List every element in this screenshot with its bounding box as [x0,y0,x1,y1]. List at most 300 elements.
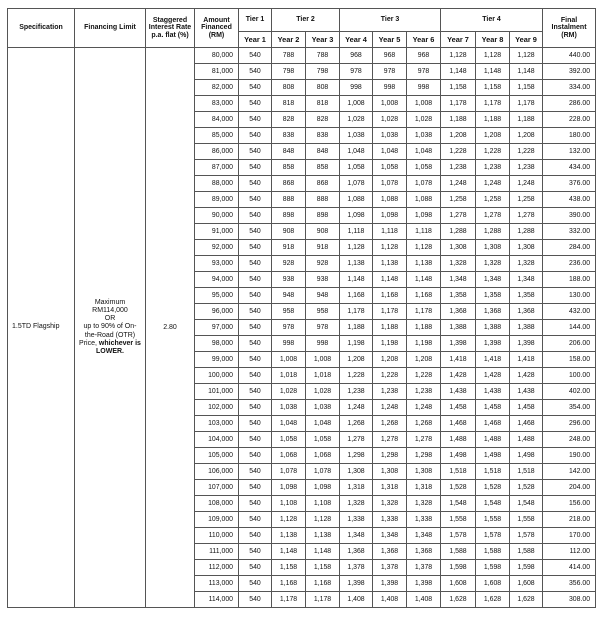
year-7-instalment-cell: 1,598 [441,560,476,576]
year-8-instalment-cell: 1,208 [476,128,510,144]
financing-limit-emphasis: whichever is LOWER. [96,339,141,356]
year-1-instalment-cell: 540 [239,464,272,480]
year-3-instalment-cell: 858 [306,160,340,176]
year-2-instalment-cell: 958 [272,304,306,320]
year-4-instalment-cell: 1,178 [340,304,373,320]
year-8-instalment-cell: 1,428 [476,368,510,384]
year-3-instalment-cell: 798 [306,64,340,80]
year-5-instalment-cell: 1,248 [373,400,407,416]
year-4-instalment-cell: 1,318 [340,480,373,496]
year-1-instalment-cell: 540 [239,416,272,432]
year-2-instalment-cell: 978 [272,320,306,336]
year-7-instalment-cell: 1,578 [441,528,476,544]
year-2-instalment-cell: 948 [272,288,306,304]
year-9-instalment-cell: 1,368 [510,304,543,320]
year-2-instalment-cell: 1,108 [272,496,306,512]
year-6-instalment-cell: 1,208 [407,352,441,368]
year-8-instalment-cell: 1,518 [476,464,510,480]
header-year-1: Year 1 [239,32,272,48]
year-9-instalment-cell: 1,148 [510,64,543,80]
year-1-instalment-cell: 540 [239,240,272,256]
year-1-instalment-cell: 540 [239,208,272,224]
year-2-instalment-cell: 1,158 [272,560,306,576]
year-9-instalment-cell: 1,188 [510,112,543,128]
year-3-instalment-cell: 928 [306,256,340,272]
year-9-instalment-cell: 1,488 [510,432,543,448]
year-6-instalment-cell: 1,378 [407,560,441,576]
year-2-instalment-cell: 1,068 [272,448,306,464]
year-5-instalment-cell: 978 [373,64,407,80]
year-3-instalment-cell: 1,098 [306,480,340,496]
year-3-instalment-cell: 788 [306,48,340,64]
year-2-instalment-cell: 1,168 [272,576,306,592]
year-7-instalment-cell: 1,588 [441,544,476,560]
year-7-instalment-cell: 1,388 [441,320,476,336]
final-instalment-cell: 206.00 [543,336,596,352]
year-2-instalment-cell: 1,008 [272,352,306,368]
year-4-instalment-cell: 1,408 [340,592,373,608]
year-5-instalment-cell: 1,148 [373,272,407,288]
year-8-instalment-cell: 1,608 [476,576,510,592]
year-6-instalment-cell: 1,168 [407,288,441,304]
year-3-instalment-cell: 868 [306,176,340,192]
header-year-6: Year 6 [407,32,441,48]
year-9-instalment-cell: 1,438 [510,384,543,400]
final-instalment-cell: 156.00 [543,496,596,512]
year-5-instalment-cell: 1,048 [373,144,407,160]
year-4-instalment-cell: 1,368 [340,544,373,560]
year-9-instalment-cell: 1,228 [510,144,543,160]
year-1-instalment-cell: 540 [239,368,272,384]
year-6-instalment-cell: 1,148 [407,272,441,288]
amount-financed-cell: 97,000 [195,320,239,336]
year-3-instalment-cell: 938 [306,272,340,288]
year-1-instalment-cell: 540 [239,288,272,304]
year-2-instalment-cell: 898 [272,208,306,224]
header-year-7: Year 7 [441,32,476,48]
year-6-instalment-cell: 978 [407,64,441,80]
year-7-instalment-cell: 1,148 [441,64,476,80]
final-instalment-cell: 284.00 [543,240,596,256]
year-6-instalment-cell: 1,298 [407,448,441,464]
year-6-instalment-cell: 1,228 [407,368,441,384]
year-8-instalment-cell: 1,588 [476,544,510,560]
year-5-instalment-cell: 1,378 [373,560,407,576]
instalment-table [7,8,596,608]
year-7-instalment-cell: 1,358 [441,288,476,304]
year-5-instalment-cell: 1,308 [373,464,407,480]
year-5-instalment-cell: 1,008 [373,96,407,112]
year-7-instalment-cell: 1,528 [441,480,476,496]
year-6-instalment-cell: 1,188 [407,320,441,336]
year-2-instalment-cell: 1,038 [272,400,306,416]
amount-financed-cell: 106,000 [195,464,239,480]
year-4-instalment-cell: 1,248 [340,400,373,416]
year-5-instalment-cell: 1,318 [373,480,407,496]
header-interest-rate: Staggered Interest Rate p.a. flat (%) [146,9,195,48]
year-6-instalment-cell: 1,248 [407,400,441,416]
year-8-instalment-cell: 1,458 [476,400,510,416]
year-8-instalment-cell: 1,558 [476,512,510,528]
year-5-instalment-cell: 1,088 [373,192,407,208]
year-3-instalment-cell: 1,148 [306,544,340,560]
year-2-instalment-cell: 938 [272,272,306,288]
financing-limit-line-1: Maximum [94,298,126,306]
year-6-instalment-cell: 1,368 [407,544,441,560]
year-2-instalment-cell: 798 [272,64,306,80]
year-1-instalment-cell: 540 [239,144,272,160]
year-3-instalment-cell: 1,028 [306,384,340,400]
final-instalment-cell: 390.00 [543,208,596,224]
final-instalment-cell: 440.00 [543,48,596,64]
year-6-instalment-cell: 1,408 [407,592,441,608]
year-7-instalment-cell: 1,518 [441,464,476,480]
year-5-instalment-cell: 1,328 [373,496,407,512]
year-3-instalment-cell: 1,058 [306,432,340,448]
year-6-instalment-cell: 1,078 [407,176,441,192]
amount-financed-cell: 84,000 [195,112,239,128]
year-4-instalment-cell: 1,238 [340,384,373,400]
year-3-instalment-cell: 848 [306,144,340,160]
amount-financed-cell: 85,000 [195,128,239,144]
year-6-instalment-cell: 1,238 [407,384,441,400]
year-8-instalment-cell: 1,578 [476,528,510,544]
year-2-instalment-cell: 868 [272,176,306,192]
year-6-instalment-cell: 1,328 [407,496,441,512]
year-5-instalment-cell: 1,118 [373,224,407,240]
final-instalment-cell: 434.00 [543,160,596,176]
year-5-instalment-cell: 1,298 [373,448,407,464]
year-9-instalment-cell: 1,518 [510,464,543,480]
year-8-instalment-cell: 1,418 [476,352,510,368]
year-4-instalment-cell: 1,338 [340,512,373,528]
year-2-instalment-cell: 1,128 [272,512,306,528]
header-tier-2: Tier 2 [272,9,340,32]
year-3-instalment-cell: 958 [306,304,340,320]
year-6-instalment-cell: 1,088 [407,192,441,208]
year-2-instalment-cell: 788 [272,48,306,64]
year-6-instalment-cell: 1,318 [407,480,441,496]
year-5-instalment-cell: 1,168 [373,288,407,304]
header-year-2: Year 2 [272,32,306,48]
final-instalment-cell: 228.00 [543,112,596,128]
header-specification: Specification [8,9,75,48]
year-3-instalment-cell: 998 [306,336,340,352]
year-1-instalment-cell: 540 [239,304,272,320]
year-2-instalment-cell: 858 [272,160,306,176]
amount-financed-cell: 83,000 [195,96,239,112]
year-9-instalment-cell: 1,498 [510,448,543,464]
header-year-8: Year 8 [476,32,510,48]
amount-financed-cell: 108,000 [195,496,239,512]
year-1-instalment-cell: 540 [239,320,272,336]
year-1-instalment-cell: 540 [239,400,272,416]
header-year-9: Year 9 [510,32,543,48]
final-instalment-cell: 332.00 [543,224,596,240]
final-instalment-cell: 142.00 [543,464,596,480]
year-6-instalment-cell: 968 [407,48,441,64]
year-8-instalment-cell: 1,188 [476,112,510,128]
year-4-instalment-cell: 998 [340,80,373,96]
year-5-instalment-cell: 1,098 [373,208,407,224]
year-5-instalment-cell: 1,178 [373,304,407,320]
amount-financed-cell: 80,000 [195,48,239,64]
header-final-instalment: Final Instalment (RM) [543,9,596,48]
year-7-instalment-cell: 1,178 [441,96,476,112]
year-4-instalment-cell: 1,078 [340,176,373,192]
year-4-instalment-cell: 1,228 [340,368,373,384]
interest-rate-cell: 2.80 [146,48,195,608]
year-5-instalment-cell: 1,268 [373,416,407,432]
year-7-instalment-cell: 1,608 [441,576,476,592]
year-4-instalment-cell: 1,088 [340,192,373,208]
year-2-instalment-cell: 838 [272,128,306,144]
year-5-instalment-cell: 1,278 [373,432,407,448]
year-9-instalment-cell: 1,418 [510,352,543,368]
year-7-instalment-cell: 1,328 [441,256,476,272]
year-5-instalment-cell: 1,198 [373,336,407,352]
year-9-instalment-cell: 1,238 [510,160,543,176]
year-1-instalment-cell: 540 [239,592,272,608]
year-9-instalment-cell: 1,288 [510,224,543,240]
year-2-instalment-cell: 1,048 [272,416,306,432]
year-9-instalment-cell: 1,128 [510,48,543,64]
year-9-instalment-cell: 1,358 [510,288,543,304]
year-4-instalment-cell: 1,148 [340,272,373,288]
year-5-instalment-cell: 1,398 [373,576,407,592]
year-3-instalment-cell: 918 [306,240,340,256]
year-6-instalment-cell: 1,098 [407,208,441,224]
year-1-instalment-cell: 540 [239,256,272,272]
year-5-instalment-cell: 1,058 [373,160,407,176]
year-7-instalment-cell: 1,228 [441,144,476,160]
year-7-instalment-cell: 1,288 [441,224,476,240]
year-4-instalment-cell: 1,378 [340,560,373,576]
final-instalment-cell: 170.00 [543,528,596,544]
year-7-instalment-cell: 1,248 [441,176,476,192]
year-6-instalment-cell: 1,038 [407,128,441,144]
amount-financed-cell: 95,000 [195,288,239,304]
year-9-instalment-cell: 1,398 [510,336,543,352]
year-7-instalment-cell: 1,258 [441,192,476,208]
year-5-instalment-cell: 1,368 [373,544,407,560]
year-1-instalment-cell: 540 [239,64,272,80]
year-9-instalment-cell: 1,348 [510,272,543,288]
year-1-instalment-cell: 540 [239,480,272,496]
amount-financed-cell: 94,000 [195,272,239,288]
year-6-instalment-cell: 1,398 [407,576,441,592]
final-instalment-cell: 218.00 [543,512,596,528]
year-9-instalment-cell: 1,208 [510,128,543,144]
year-8-instalment-cell: 1,258 [476,192,510,208]
year-8-instalment-cell: 1,178 [476,96,510,112]
year-4-instalment-cell: 1,198 [340,336,373,352]
year-7-instalment-cell: 1,368 [441,304,476,320]
header-financing-limit: Financing Limit [75,9,146,48]
header-tier-1: Tier 1 [239,9,272,32]
final-instalment-cell: 286.00 [543,96,596,112]
amount-financed-cell: 91,000 [195,224,239,240]
specification-cell: 1.5TD Flagship [8,48,75,608]
year-2-instalment-cell: 1,138 [272,528,306,544]
year-4-instalment-cell: 978 [340,64,373,80]
year-3-instalment-cell: 808 [306,80,340,96]
year-1-instalment-cell: 540 [239,448,272,464]
year-8-instalment-cell: 1,468 [476,416,510,432]
year-4-instalment-cell: 1,058 [340,160,373,176]
year-1-instalment-cell: 540 [239,352,272,368]
year-7-instalment-cell: 1,278 [441,208,476,224]
year-7-instalment-cell: 1,558 [441,512,476,528]
year-2-instalment-cell: 1,178 [272,592,306,608]
year-9-instalment-cell: 1,178 [510,96,543,112]
year-3-instalment-cell: 1,108 [306,496,340,512]
year-1-instalment-cell: 540 [239,560,272,576]
final-instalment-cell: 100.00 [543,368,596,384]
year-4-instalment-cell: 1,308 [340,464,373,480]
final-instalment-cell: 188.00 [543,272,596,288]
year-9-instalment-cell: 1,248 [510,176,543,192]
year-3-instalment-cell: 1,018 [306,368,340,384]
year-2-instalment-cell: 1,028 [272,384,306,400]
amount-financed-cell: 101,000 [195,384,239,400]
final-instalment-cell: 432.00 [543,304,596,320]
year-3-instalment-cell: 1,128 [306,512,340,528]
year-3-instalment-cell: 948 [306,288,340,304]
table-body [8,48,596,608]
year-1-instalment-cell: 540 [239,160,272,176]
header-year-4: Year 4 [340,32,373,48]
amount-financed-cell: 103,000 [195,416,239,432]
year-6-instalment-cell: 1,138 [407,256,441,272]
final-instalment-cell: 112.00 [543,544,596,560]
year-3-instalment-cell: 818 [306,96,340,112]
year-3-instalment-cell: 1,178 [306,592,340,608]
year-8-instalment-cell: 1,248 [476,176,510,192]
year-4-instalment-cell: 1,398 [340,576,373,592]
year-1-instalment-cell: 540 [239,224,272,240]
year-4-instalment-cell: 1,008 [340,96,373,112]
header-year-3: Year 3 [306,32,340,48]
year-8-instalment-cell: 1,388 [476,320,510,336]
year-3-instalment-cell: 1,168 [306,576,340,592]
year-7-instalment-cell: 1,158 [441,80,476,96]
year-4-instalment-cell: 1,118 [340,224,373,240]
year-1-instalment-cell: 540 [239,512,272,528]
year-7-instalment-cell: 1,398 [441,336,476,352]
year-6-instalment-cell: 1,048 [407,144,441,160]
year-4-instalment-cell: 1,278 [340,432,373,448]
amount-financed-cell: 96,000 [195,304,239,320]
final-instalment-cell: 296.00 [543,416,596,432]
year-2-instalment-cell: 1,148 [272,544,306,560]
year-3-instalment-cell: 1,038 [306,400,340,416]
year-7-instalment-cell: 1,128 [441,48,476,64]
year-9-instalment-cell: 1,588 [510,544,543,560]
year-9-instalment-cell: 1,468 [510,416,543,432]
year-3-instalment-cell: 1,158 [306,560,340,576]
year-5-instalment-cell: 968 [373,48,407,64]
amount-financed-cell: 111,000 [195,544,239,560]
financing-limit-line-2: RM114,000 [92,306,128,314]
final-instalment-cell: 402.00 [543,384,596,400]
final-instalment-cell: 158.00 [543,352,596,368]
year-1-instalment-cell: 540 [239,432,272,448]
year-1-instalment-cell: 540 [239,528,272,544]
amount-financed-cell: 88,000 [195,176,239,192]
final-instalment-cell: 438.00 [543,192,596,208]
amount-financed-cell: 99,000 [195,352,239,368]
year-3-instalment-cell: 888 [306,192,340,208]
year-6-instalment-cell: 1,128 [407,240,441,256]
amount-financed-cell: 89,000 [195,192,239,208]
year-4-instalment-cell: 1,028 [340,112,373,128]
amount-financed-cell: 104,000 [195,432,239,448]
year-6-instalment-cell: 1,028 [407,112,441,128]
year-4-instalment-cell: 968 [340,48,373,64]
final-instalment-cell: 414.00 [543,560,596,576]
year-9-instalment-cell: 1,528 [510,480,543,496]
year-1-instalment-cell: 540 [239,384,272,400]
year-7-instalment-cell: 1,628 [441,592,476,608]
year-8-instalment-cell: 1,488 [476,432,510,448]
year-6-instalment-cell: 1,308 [407,464,441,480]
year-4-instalment-cell: 1,188 [340,320,373,336]
header-tier-3: Tier 3 [340,9,441,32]
year-8-instalment-cell: 1,278 [476,208,510,224]
year-5-instalment-cell: 1,128 [373,240,407,256]
year-8-instalment-cell: 1,368 [476,304,510,320]
final-instalment-cell: 354.00 [543,400,596,416]
year-8-instalment-cell: 1,398 [476,336,510,352]
year-9-instalment-cell: 1,598 [510,560,543,576]
financing-limit-cell [75,48,146,608]
amount-financed-cell: 87,000 [195,160,239,176]
year-6-instalment-cell: 1,008 [407,96,441,112]
year-9-instalment-cell: 1,308 [510,240,543,256]
year-4-instalment-cell: 1,298 [340,448,373,464]
year-8-instalment-cell: 1,348 [476,272,510,288]
year-6-instalment-cell: 1,198 [407,336,441,352]
amount-financed-cell: 113,000 [195,576,239,592]
amount-financed-cell: 107,000 [195,480,239,496]
year-5-instalment-cell: 1,208 [373,352,407,368]
final-instalment-cell: 392.00 [543,64,596,80]
year-5-instalment-cell: 1,028 [373,112,407,128]
final-instalment-cell: 334.00 [543,80,596,96]
year-4-instalment-cell: 1,268 [340,416,373,432]
year-6-instalment-cell: 1,338 [407,512,441,528]
year-1-instalment-cell: 540 [239,576,272,592]
year-9-instalment-cell: 1,578 [510,528,543,544]
amount-financed-cell: 105,000 [195,448,239,464]
year-7-instalment-cell: 1,498 [441,448,476,464]
year-8-instalment-cell: 1,528 [476,480,510,496]
financing-table-container [7,8,595,608]
year-1-instalment-cell: 540 [239,96,272,112]
year-5-instalment-cell: 1,348 [373,528,407,544]
final-instalment-cell: 180.00 [543,128,596,144]
final-instalment-cell: 376.00 [543,176,596,192]
year-9-instalment-cell: 1,158 [510,80,543,96]
final-instalment-cell: 236.00 [543,256,596,272]
header-amount-financed: Amount Financed (RM) [195,9,239,48]
year-7-instalment-cell: 1,468 [441,416,476,432]
year-7-instalment-cell: 1,488 [441,432,476,448]
year-9-instalment-cell: 1,628 [510,592,543,608]
year-1-instalment-cell: 540 [239,192,272,208]
table-row [8,48,596,64]
